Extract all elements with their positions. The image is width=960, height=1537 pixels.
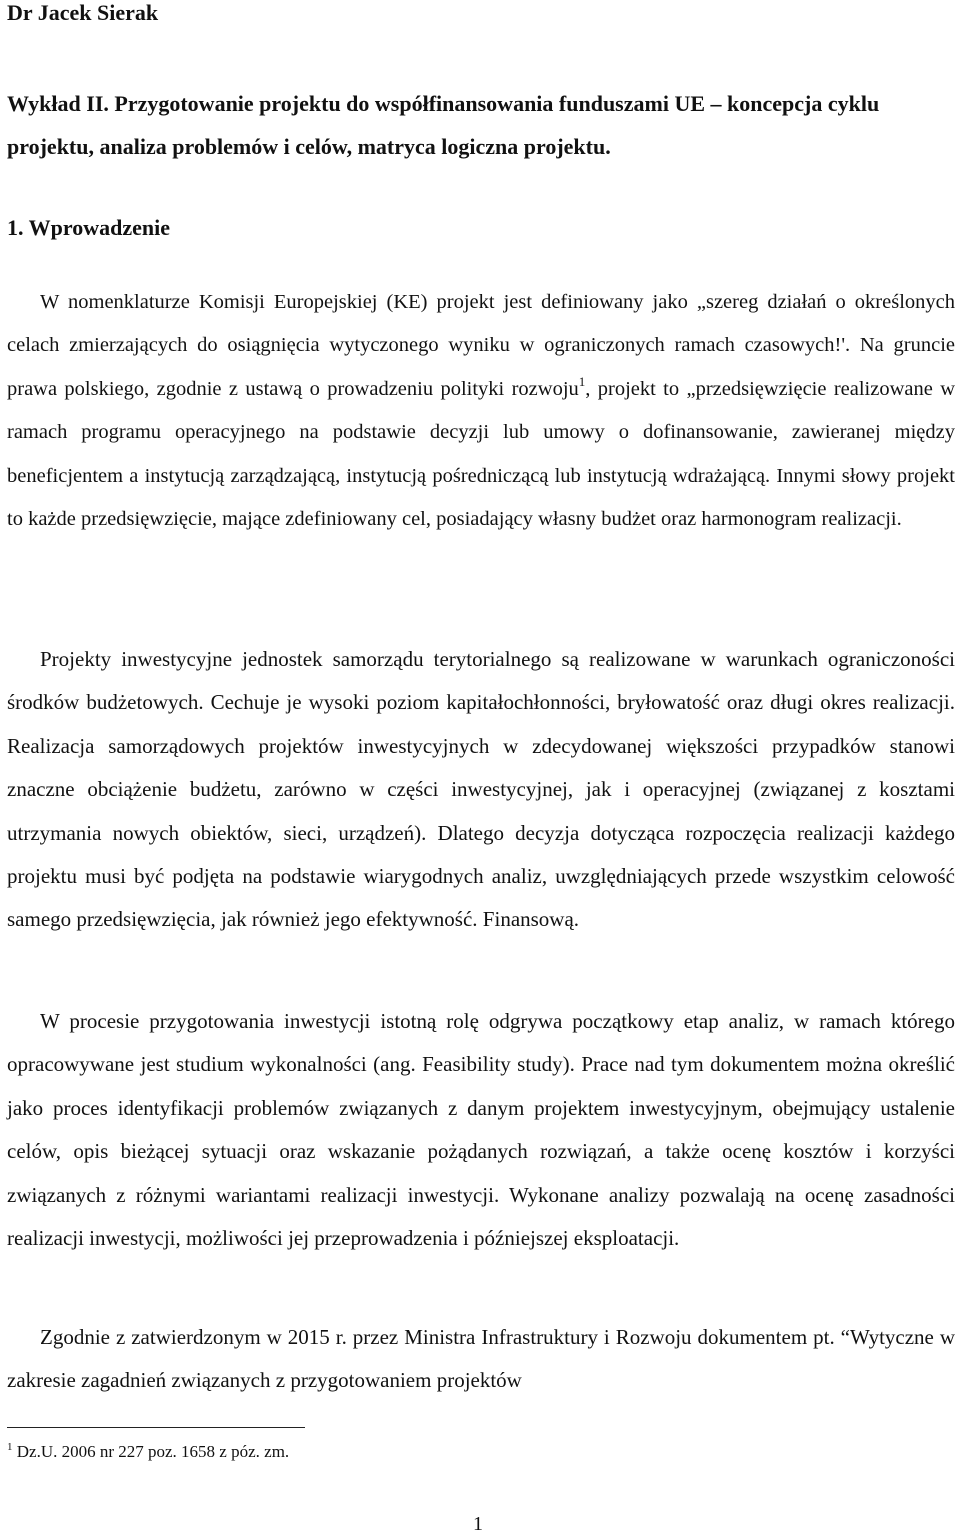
- paragraph-text: W nomenklaturze Komisji Europejskiej (KE) projekt jest definiowany jako „szereg działań o określonych celach zmierzających do osiągnięcia wytyczonego wyniku w ograniczonych ramach czasowych!'. Na gruncie prawa polskiego, zgodnie z ustawą o prowadzeniu polityki rozwoju: [7, 291, 955, 400]
- footnote: [7, 1440, 289, 1464]
- page-number: 1: [473, 1513, 483, 1535]
- lecture-title: Wykład II. Przygotowanie projektu do współfinansowania funduszami UE – koncepcja cyklu projektu, analiza problemów i celów, matryca logiczna projektu.: [7, 91, 880, 159]
- footnote-text: Dz.U. 2006 nr 227 poz. 1658 z póz. zm.: [12, 1442, 290, 1461]
- paragraph-feasibility: [7, 1000, 955, 1260]
- section-heading: 1. Wprowadzenie: [7, 215, 170, 240]
- author-name: Dr Jacek Sierak: [7, 0, 159, 25]
- paragraph-definition: [7, 281, 955, 541]
- footnote-reference[interactable]: 1: [578, 373, 586, 389]
- paragraph-text: , projekt to „przedsięwzięcie realizowane w ramach programu operacyjnego na podstawie decyzji lub umowy o dofinansowanie, zawieranej między beneficjentem a instytucją zarządzającą, instytucją pośredniczącą lub instytucją wdrażającą. Innymi słowy projekt to każde przedsięwzięcie, mające zdefiniowany cel, posiadający własny budżet oraz harmonogram realizacji.: [7, 377, 956, 531]
- footnote-marker: 1: [7, 1441, 13, 1453]
- footnote-divider: [7, 1427, 305, 1428]
- paragraph-guidelines: [7, 1316, 955, 1403]
- paragraph-text: Zgodnie z zatwierdzonym w 2015 r. przez Ministra Infrastruktury i Rozwoju dokumentem pt. “Wytyczne w zakresie zagadnień związanych z przygotowaniem projektów: [7, 1325, 955, 1393]
- paragraph-local-projects: [7, 638, 955, 942]
- paragraph-text: W procesie przygotowania inwestycji istotną rolę odgrywa początkowy etap analiz, w ramach którego opracowywane jest studium wykonalności (ang. Feasibility study). Prace nad tym dokumentem można określić jako proces identyfikacji problemów związanych z danym projektem inwestycyjnym, obejmujący ustalenie celów, opis bieżącej sytuacji oraz wskazanie pożądanych rozwiązań, a także ocenę kosztów i korzyści związanych z różnymi wariantami realizacji inwestycji. Wykonane analizy pozwalają na ocenę zasadności realizacji inwestycji, możliwości jej przeprowadzenia i późniejszej eksploatacji.: [7, 1009, 955, 1251]
- paragraph-text: Projekty inwestycyjne jednostek samorządu terytorialnego są realizowane w warunkach ograniczoności środków budżetowych. Cechuje je wysoki poziom kapitałochłonności, bryłowatość oraz długi okres realizacji. Realizacja samorządowych projektów inwestycyjnych w zdecydowanej większości przypadków stanowi znaczne obciążenie budżetu, zarówno w części inwestycyjnej, jak i operacyjnej (związanej z kosztami utrzymania nowych obiektów, sieci, urządzeń). Dlatego decyzja dotycząca rozpoczęcia realizacji każdego projektu musi być podjęta na podstawie wiarygodnych analiz, uwzględniających przede wszystkim celowość samego przedsięwzięcia, jak również jego efektywność. Finansową.: [7, 647, 955, 932]
